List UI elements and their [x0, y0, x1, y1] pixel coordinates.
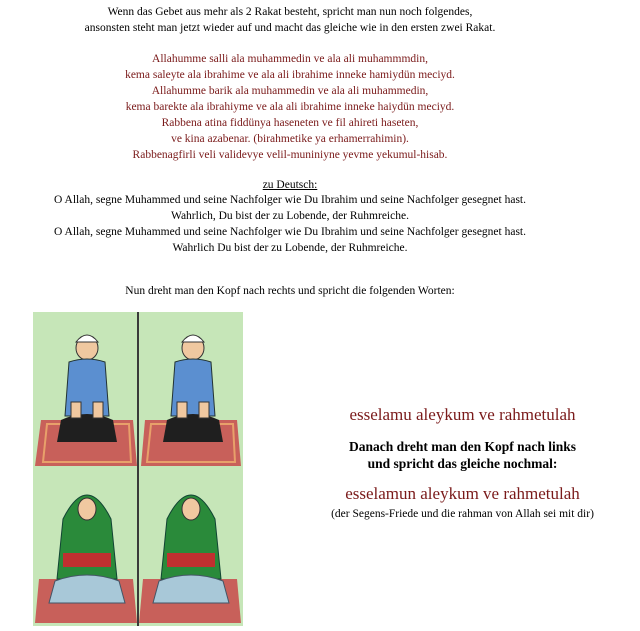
- intro-text: [0, 4, 580, 36]
- male-prayer-illustration: [33, 312, 243, 469]
- left-turn-instruction: [315, 438, 610, 472]
- german-line: O Allah, segne Muhammed und seine Nachfolger wie Du Ibrahim und seine Nachfolger gesegnet hast.: [54, 194, 526, 206]
- arabic-line: Rabbenagfirli veli validevye velil-muniniyne yevme yekumul-hisab.: [132, 149, 448, 161]
- deutsch-heading: zu Deutsch:: [262, 179, 318, 191]
- instruction-line: und spricht das gleiche nochmal:: [367, 456, 558, 471]
- german-line: Wahrlich Du bist der zu Lobende, der Ruhmreiche.: [172, 242, 408, 254]
- greeting-right: esselamu aleykum ve rahmetulah: [349, 405, 576, 424]
- panel-divider: [137, 312, 139, 469]
- arabic-line: kema barekte ala ibrahiyme ve ala ali ibrahime inneke haiydün meciyd.: [125, 101, 455, 113]
- intro-line: Wenn das Gebet aus mehr als 2 Rakat besteht, spricht man nun noch folgendes,: [107, 6, 473, 18]
- translation-note: (der Segens-Friede und die rahman von Allah sei mit dir): [331, 508, 594, 520]
- german-line: Wahrlich, Du bist der zu Lobende, der Ruhmreiche.: [171, 210, 409, 222]
- instruction-line: Danach dreht man den Kopf nach links: [348, 439, 577, 454]
- arabic-transliteration: [0, 51, 580, 163]
- arabic-line: Rabbena atina fiddünya haseneten ve fil ahireti haseten,: [161, 117, 419, 129]
- arabic-line: kema saleyte ala ibrahime ve ala ali ibrahime inneke hamiydün meciyd.: [125, 69, 455, 81]
- arabic-line: Allahumme barik ala muhammedin ve ala ali muhammedin,: [151, 85, 429, 97]
- greeting-left: esselamun aleykum ve rahmetulah: [345, 484, 580, 503]
- german-line: O Allah, segne Muhammed und seine Nachfolger wie Du Ibrahim und seine Nachfolger gesegnet hast.: [54, 226, 526, 238]
- head-turn-instruction: Nun dreht man den Kopf nach rechts und spricht die folgenden Worten:: [125, 285, 455, 297]
- female-prayer-illustration: [33, 469, 243, 626]
- arabic-line: ve kina azabenar. (birahmetike ya erhamerrahimin).: [171, 133, 409, 145]
- panel-divider: [137, 469, 139, 626]
- arabic-line: Allahumme salli ala muhammedin ve ala ali muhammmdin,: [152, 53, 428, 65]
- german-translation: [0, 192, 580, 256]
- intro-line: ansonsten steht man jetzt wieder auf und macht das gleiche wie in den ersten zwei Rakat.: [84, 22, 496, 34]
